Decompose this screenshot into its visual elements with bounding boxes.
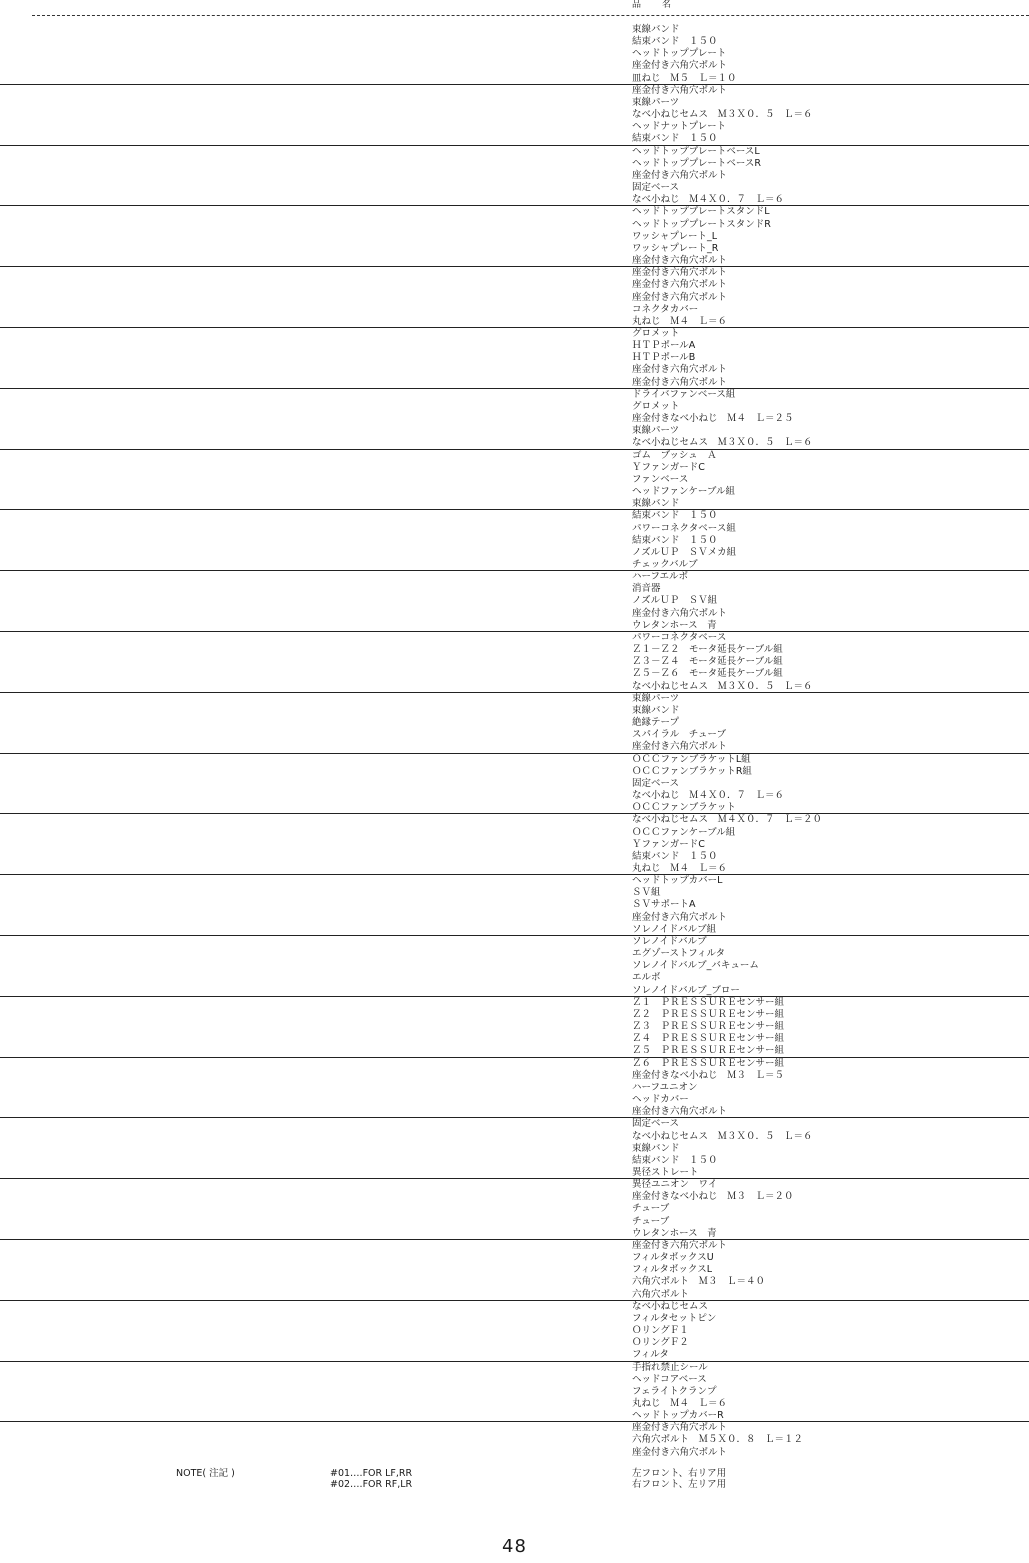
part-name: ヘッドトッププレートベースR [632, 157, 761, 169]
part-name: 座金付き六角穴ボルト [632, 267, 728, 279]
part-name: ＯリングＦ２ [632, 1337, 689, 1349]
part-name: 座金付きなべ小ねじ Ｍ４ Ｌ＝２５ [632, 413, 794, 425]
part-name: 座金付きなべ小ねじ Ｍ３ Ｌ＝２０ [632, 1191, 794, 1203]
part-name: ワッシャプレート_L [632, 230, 717, 242]
part-name: 束線バンド [632, 704, 680, 716]
part-name: なべ小ねじ Ｍ４Ｘ０．７ Ｌ＝６ [632, 790, 785, 802]
part-name: ＨＴＰポールA [632, 340, 696, 352]
part-group [0, 571, 1029, 632]
part-name: 異径ユニオン ワイ [632, 1179, 718, 1191]
part-name: ヘッドトッププレートベースL [632, 145, 760, 157]
part-group-items [632, 1362, 727, 1423]
part-group [0, 146, 1029, 207]
part-group-items [632, 936, 759, 997]
part-name: なべ小ねじ Ｍ４Ｘ０．７ Ｌ＝６ [632, 194, 785, 206]
part-name: 座金付き六角穴ボルト [632, 741, 728, 753]
part-group [0, 1179, 1029, 1240]
part-name: 座金付き六角穴ボルト [632, 364, 728, 376]
part-name: なべ小ねじセムス [632, 1300, 709, 1312]
part-name: ＯＣＣファンケーブル組 [632, 826, 736, 838]
part-name: 座金付き六角穴ボルト [632, 84, 728, 96]
part-name: ＯＣＣファンブラケットL組 [632, 753, 751, 765]
part-name: 座金付き六角穴ボルト [632, 911, 728, 923]
part-name: ソレノイドバルブ [632, 935, 707, 947]
part-name: 異径ストレート [632, 1166, 699, 1178]
part-name: Ｚ４ ＰＲＥＳＳＵＲＥセンサー組 [632, 1033, 785, 1045]
note-code: #01….FOR LF,RR [330, 1468, 413, 1479]
part-name: 六角穴ボルト [632, 1288, 690, 1300]
part-group [0, 85, 1029, 146]
part-group-items [632, 267, 727, 328]
part-name: Ｚ２ ＰＲＥＳＳＵＲＥセンサー組 [632, 1008, 785, 1020]
part-name: Ｚ５ ＰＲＥＳＳＵＲＥセンサー組 [632, 1045, 785, 1057]
part-name: ファンベース [632, 473, 689, 485]
part-group-items [632, 1240, 765, 1301]
parts-table [0, 24, 1029, 1483]
part-name: ヘッドファンケーブル組 [632, 486, 735, 498]
part-name: ソレノイドバルブ組 [632, 923, 717, 935]
part-group [0, 936, 1029, 997]
part-name: エグゾーストフィルタ [632, 948, 726, 960]
part-name: 結束バンド １５０ [632, 36, 718, 48]
part-name: フィルタボックスL [632, 1264, 713, 1276]
part-name: フェライトクランプ [632, 1385, 717, 1397]
part-name: ヘッドトップカバーL [632, 875, 723, 887]
part-group [0, 510, 1029, 571]
part-name: ヘッドトッププレート [632, 48, 727, 60]
part-name: 座金付き六角穴ボルト [632, 1422, 728, 1434]
part-name: 座金付き六角穴ボルト [632, 1239, 728, 1251]
part-group [0, 206, 1029, 267]
page-number: 48 [502, 1536, 527, 1557]
part-group [0, 450, 1029, 511]
part-name: 皿ねじ Ｍ５ Ｌ＝１０ [632, 72, 737, 84]
part-name: エルボ [632, 972, 661, 984]
part-group [0, 632, 1029, 693]
part-name: 座金付き六角穴ボルト [632, 1106, 728, 1118]
part-name: なべ小ねじセムス Ｍ３Ｘ０．５ Ｌ＝６ [632, 1130, 813, 1142]
note-codes [330, 1468, 412, 1490]
part-group-items [632, 1301, 716, 1362]
part-name: Ｚ５－Ｚ６ モータ延長ケーブル組 [632, 668, 783, 680]
part-name: ドライバファンベース組 [632, 388, 736, 400]
part-name: 束線パーツ [632, 692, 680, 704]
part-name: ＹファンガードC [632, 838, 705, 850]
part-name: パワーコネクタベース組 [632, 522, 736, 534]
part-group [0, 328, 1029, 389]
part-name: 結束バンド １５０ [632, 850, 718, 862]
part-name: 結束バンド １５０ [632, 133, 718, 145]
part-group-items [632, 1058, 784, 1119]
part-name: 結束バンド １５０ [632, 534, 718, 546]
part-group [0, 1058, 1029, 1119]
part-name: ＯＣＣファンブラケットR組 [632, 765, 752, 777]
part-name: コネクタカバー [632, 303, 699, 315]
part-group [0, 1301, 1029, 1362]
part-name: 座金付き六角穴ボルト [632, 279, 728, 291]
part-name: ＯリングＦ１ [632, 1325, 689, 1337]
part-name: ヘッドトッププレートスタンドL [632, 206, 770, 218]
part-name: チューブ [632, 1203, 670, 1215]
part-name: なべ小ねじセムス Ｍ４Ｘ０．７ Ｌ＝２０ [632, 814, 823, 826]
part-name: フィルタ [632, 1349, 669, 1361]
part-name: 座金付き六角穴ボルト [632, 1446, 728, 1458]
part-name: ウレタンホース 青 [632, 619, 717, 631]
part-name: ＯＣＣファンブラケット [632, 802, 736, 814]
part-name: 束線バンド [632, 498, 680, 510]
part-name: 座金付き六角穴ボルト [632, 255, 728, 267]
part-name: なべ小ねじセムス Ｍ３Ｘ０．５ Ｌ＝６ [632, 109, 813, 121]
part-name: ヘッドトップカバーR [632, 1410, 724, 1422]
part-group-items [632, 1422, 803, 1458]
part-group-items [632, 754, 784, 815]
part-name: 束線パーツ [632, 425, 680, 437]
part-group-items [632, 1179, 794, 1240]
part-name: ヘッドコアベース [632, 1373, 707, 1385]
part-name: Ｚ１－Ｚ２ モータ延長ケーブル組 [632, 644, 783, 656]
part-name: ノズルＵＰ ＳＶメカ組 [632, 546, 737, 558]
note-description: 左フロント、右リア用 [632, 1468, 727, 1479]
part-name: チューブ [632, 1215, 670, 1227]
part-group [0, 693, 1029, 754]
part-name: ゴム ブッシュ Ａ [632, 449, 717, 461]
part-group [0, 1362, 1029, 1423]
part-name: なべ小ねじセムス Ｍ３Ｘ０．５ Ｌ＝６ [632, 680, 813, 692]
part-name: 固定ベース [632, 182, 680, 194]
part-name: ウレタンホース 青 [632, 1227, 717, 1239]
part-name: ノズルＵＰ ＳＶ組 [632, 595, 718, 607]
part-name: パワーコネクタベース [632, 631, 727, 643]
note-descriptions [632, 1468, 726, 1490]
part-group [0, 267, 1029, 328]
part-name: 束線バンド [632, 1142, 680, 1154]
part-group [0, 814, 1029, 875]
part-group-items [632, 632, 813, 693]
part-name: フィルタセットピン [632, 1312, 717, 1324]
part-name: ワッシャプレート_R [632, 242, 719, 254]
part-group-items [632, 510, 736, 571]
part-name: 六角穴ボルト Ｍ５Ｘ０．８ Ｌ＝１２ [632, 1434, 804, 1446]
part-group-items [632, 24, 737, 85]
part-group-items [632, 1118, 813, 1179]
part-name: グロメット [632, 400, 680, 412]
part-name: Ｚ６ ＰＲＥＳＳＵＲＥセンサー組 [632, 1057, 785, 1069]
part-name: 固定ベース [632, 1118, 680, 1130]
part-name: なべ小ねじセムス Ｍ３Ｘ０．５ Ｌ＝６ [632, 437, 813, 449]
part-name: 座金付き六角穴ボルト [632, 291, 728, 303]
part-name: ＳＶサポートA [632, 899, 696, 911]
part-group-items [632, 571, 727, 632]
part-name: フィルタボックスU [632, 1252, 714, 1264]
part-name: 結束バンド １５０ [632, 1154, 718, 1166]
part-name: グロメット [632, 327, 680, 339]
part-name: ヘッドトッププレートスタンドR [632, 218, 771, 230]
part-name: 丸ねじ Ｍ４ Ｌ＝６ [632, 1398, 728, 1409]
part-name: 丸ねじ Ｍ４ Ｌ＝６ [632, 315, 728, 327]
part-name: Ｚ３ ＰＲＥＳＳＵＲＥセンサー組 [632, 1021, 785, 1033]
part-group-items [632, 85, 813, 146]
part-group-items [632, 328, 727, 389]
part-group-items [632, 693, 727, 754]
note-description: 右フロント、左リア用 [632, 1479, 727, 1490]
part-group [0, 754, 1029, 815]
part-name: 座金付き六角穴ボルト [632, 376, 728, 388]
part-group-items [632, 206, 771, 267]
part-group-items [632, 875, 727, 936]
part-group [0, 1422, 1029, 1483]
part-name: Ｚ３－Ｚ４ モータ延長ケーブル組 [632, 656, 783, 668]
note-label: NOTE( 注記 ) [176, 1468, 235, 1479]
part-name: ハーフエルボ [632, 571, 689, 583]
part-group [0, 1240, 1029, 1301]
part-group [0, 24, 1029, 85]
part-name: チェックバルブ [632, 559, 698, 570]
part-name: 結束バンド １５０ [632, 510, 718, 522]
part-name: 手指れ禁止シール [632, 1361, 708, 1373]
part-group-items [632, 146, 784, 207]
part-group [0, 875, 1029, 936]
part-group-items [632, 389, 813, 450]
part-name: ＨＴＰポールB [632, 352, 696, 364]
part-name: Ｚ１ ＰＲＥＳＳＵＲＥセンサー組 [632, 996, 785, 1008]
part-group [0, 1118, 1029, 1179]
part-name: ＳＶ組 [632, 887, 661, 899]
part-name: 座金付き六角穴ボルト [632, 60, 728, 72]
part-name: 座金付き六角穴ボルト [632, 169, 728, 181]
part-name: 絶縁テープ [632, 717, 680, 729]
part-group-items [632, 814, 822, 875]
note-code: #02….FOR RF,LR [330, 1479, 413, 1490]
part-name: ＹファンガードC [632, 461, 705, 473]
column-header-part-name: 品 名 [632, 0, 681, 11]
part-name: 消音器 [632, 583, 661, 595]
part-name: ソレノイドバルブ_バキューム [632, 960, 759, 972]
header-dashed-rule [32, 15, 1029, 16]
part-name: 丸ねじ Ｍ４ Ｌ＝６ [632, 862, 728, 874]
part-name: 固定ベース [632, 777, 680, 789]
part-name: ヘッドカバー [632, 1094, 689, 1106]
part-name: ソレノイドバルブ_ブロー [632, 984, 740, 996]
part-name: 六角穴ボルト Ｍ３ Ｌ＝４０ [632, 1276, 766, 1288]
part-group [0, 389, 1029, 450]
part-group [0, 997, 1029, 1058]
part-name: ヘッドナットプレート [632, 121, 727, 133]
part-name: 束線バンド [632, 24, 680, 35]
part-name: 束線パーツ [632, 96, 680, 108]
part-group-items [632, 997, 784, 1058]
part-name: 座金付きなべ小ねじ Ｍ３ Ｌ＝５ [632, 1069, 785, 1081]
part-group-items [632, 450, 735, 511]
part-name: ハーフユニオン [632, 1081, 698, 1093]
part-name: 座金付き六角穴ボルト [632, 607, 728, 619]
part-name: スパイラル チューブ [632, 729, 726, 741]
